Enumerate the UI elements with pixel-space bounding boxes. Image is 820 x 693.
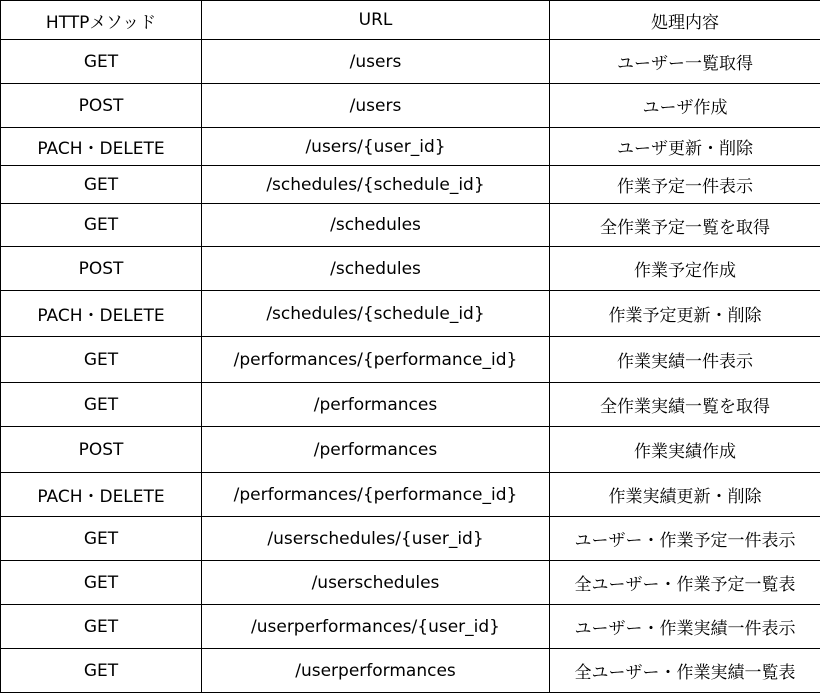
table-row [1, 128, 820, 166]
method-cell: PACH・DELETE [1, 291, 202, 337]
method-cell: GET [1, 166, 202, 204]
url-cell: /performances [202, 383, 550, 427]
url-cell: /performances/{performance_id} [202, 473, 550, 517]
url-cell: /userschedules [202, 561, 550, 605]
table-row [1, 517, 820, 561]
table-body [1, 40, 820, 693]
table-row [1, 247, 820, 291]
description-cell: 作業実績作成 [550, 427, 820, 473]
description-cell: 全作業予定一覧を取得 [550, 204, 820, 247]
url-cell: /schedules [202, 204, 550, 247]
method-cell: GET [1, 561, 202, 605]
url-cell: /userschedules/{user_id} [202, 517, 550, 561]
method-cell: POST [1, 427, 202, 473]
description-cell: 全作業実績一覧を取得 [550, 383, 820, 427]
description-cell: ユーザ作成 [550, 84, 820, 128]
table-header [1, 1, 820, 40]
table-row [1, 473, 820, 517]
url-cell: /performances/{performance_id} [202, 337, 550, 383]
method-cell: PACH・DELETE [1, 473, 202, 517]
header-row [1, 1, 820, 40]
table-row [1, 383, 820, 427]
table-row [1, 166, 820, 204]
header-http-method: HTTPメソッド [1, 1, 202, 40]
description-cell: 作業予定更新・削除 [550, 291, 820, 337]
table-row [1, 561, 820, 605]
method-cell: GET [1, 517, 202, 561]
table-row [1, 40, 820, 84]
url-cell: /users/{user_id} [202, 128, 550, 166]
url-cell: /users [202, 84, 550, 128]
header-url: URL [202, 1, 550, 40]
description-cell: ユーザー・作業実績一件表示 [550, 605, 820, 649]
method-cell: POST [1, 84, 202, 128]
table-row [1, 291, 820, 337]
url-cell: /users [202, 40, 550, 84]
description-cell: 全ユーザー・作業実績一覧表 [550, 649, 820, 693]
table-row [1, 427, 820, 473]
method-cell: GET [1, 649, 202, 693]
description-cell: 作業実績一件表示 [550, 337, 820, 383]
description-cell: ユーザ更新・削除 [550, 128, 820, 166]
method-cell: GET [1, 204, 202, 247]
method-cell: GET [1, 337, 202, 383]
url-cell: /schedules [202, 247, 550, 291]
description-cell: 作業予定一件表示 [550, 166, 820, 204]
description-cell: 作業予定作成 [550, 247, 820, 291]
description-cell: 作業実績更新・削除 [550, 473, 820, 517]
method-cell: GET [1, 40, 202, 84]
description-cell: ユーザー・作業予定一件表示 [550, 517, 820, 561]
url-cell: /schedules/{schedule_id} [202, 166, 550, 204]
url-cell: /performances [202, 427, 550, 473]
description-cell: ユーザー一覧取得 [550, 40, 820, 84]
url-cell: /userperformances [202, 649, 550, 693]
header-description: 処理内容 [550, 1, 820, 40]
method-cell: GET [1, 383, 202, 427]
method-cell: GET [1, 605, 202, 649]
url-cell: /schedules/{schedule_id} [202, 291, 550, 337]
method-cell: PACH・DELETE [1, 128, 202, 166]
url-cell: /userperformances/{user_id} [202, 605, 550, 649]
method-cell: POST [1, 247, 202, 291]
table-row [1, 649, 820, 693]
table-row [1, 84, 820, 128]
table-row [1, 337, 820, 383]
description-cell: 全ユーザー・作業予定一覧表 [550, 561, 820, 605]
table-row [1, 605, 820, 649]
table-row [1, 204, 820, 247]
